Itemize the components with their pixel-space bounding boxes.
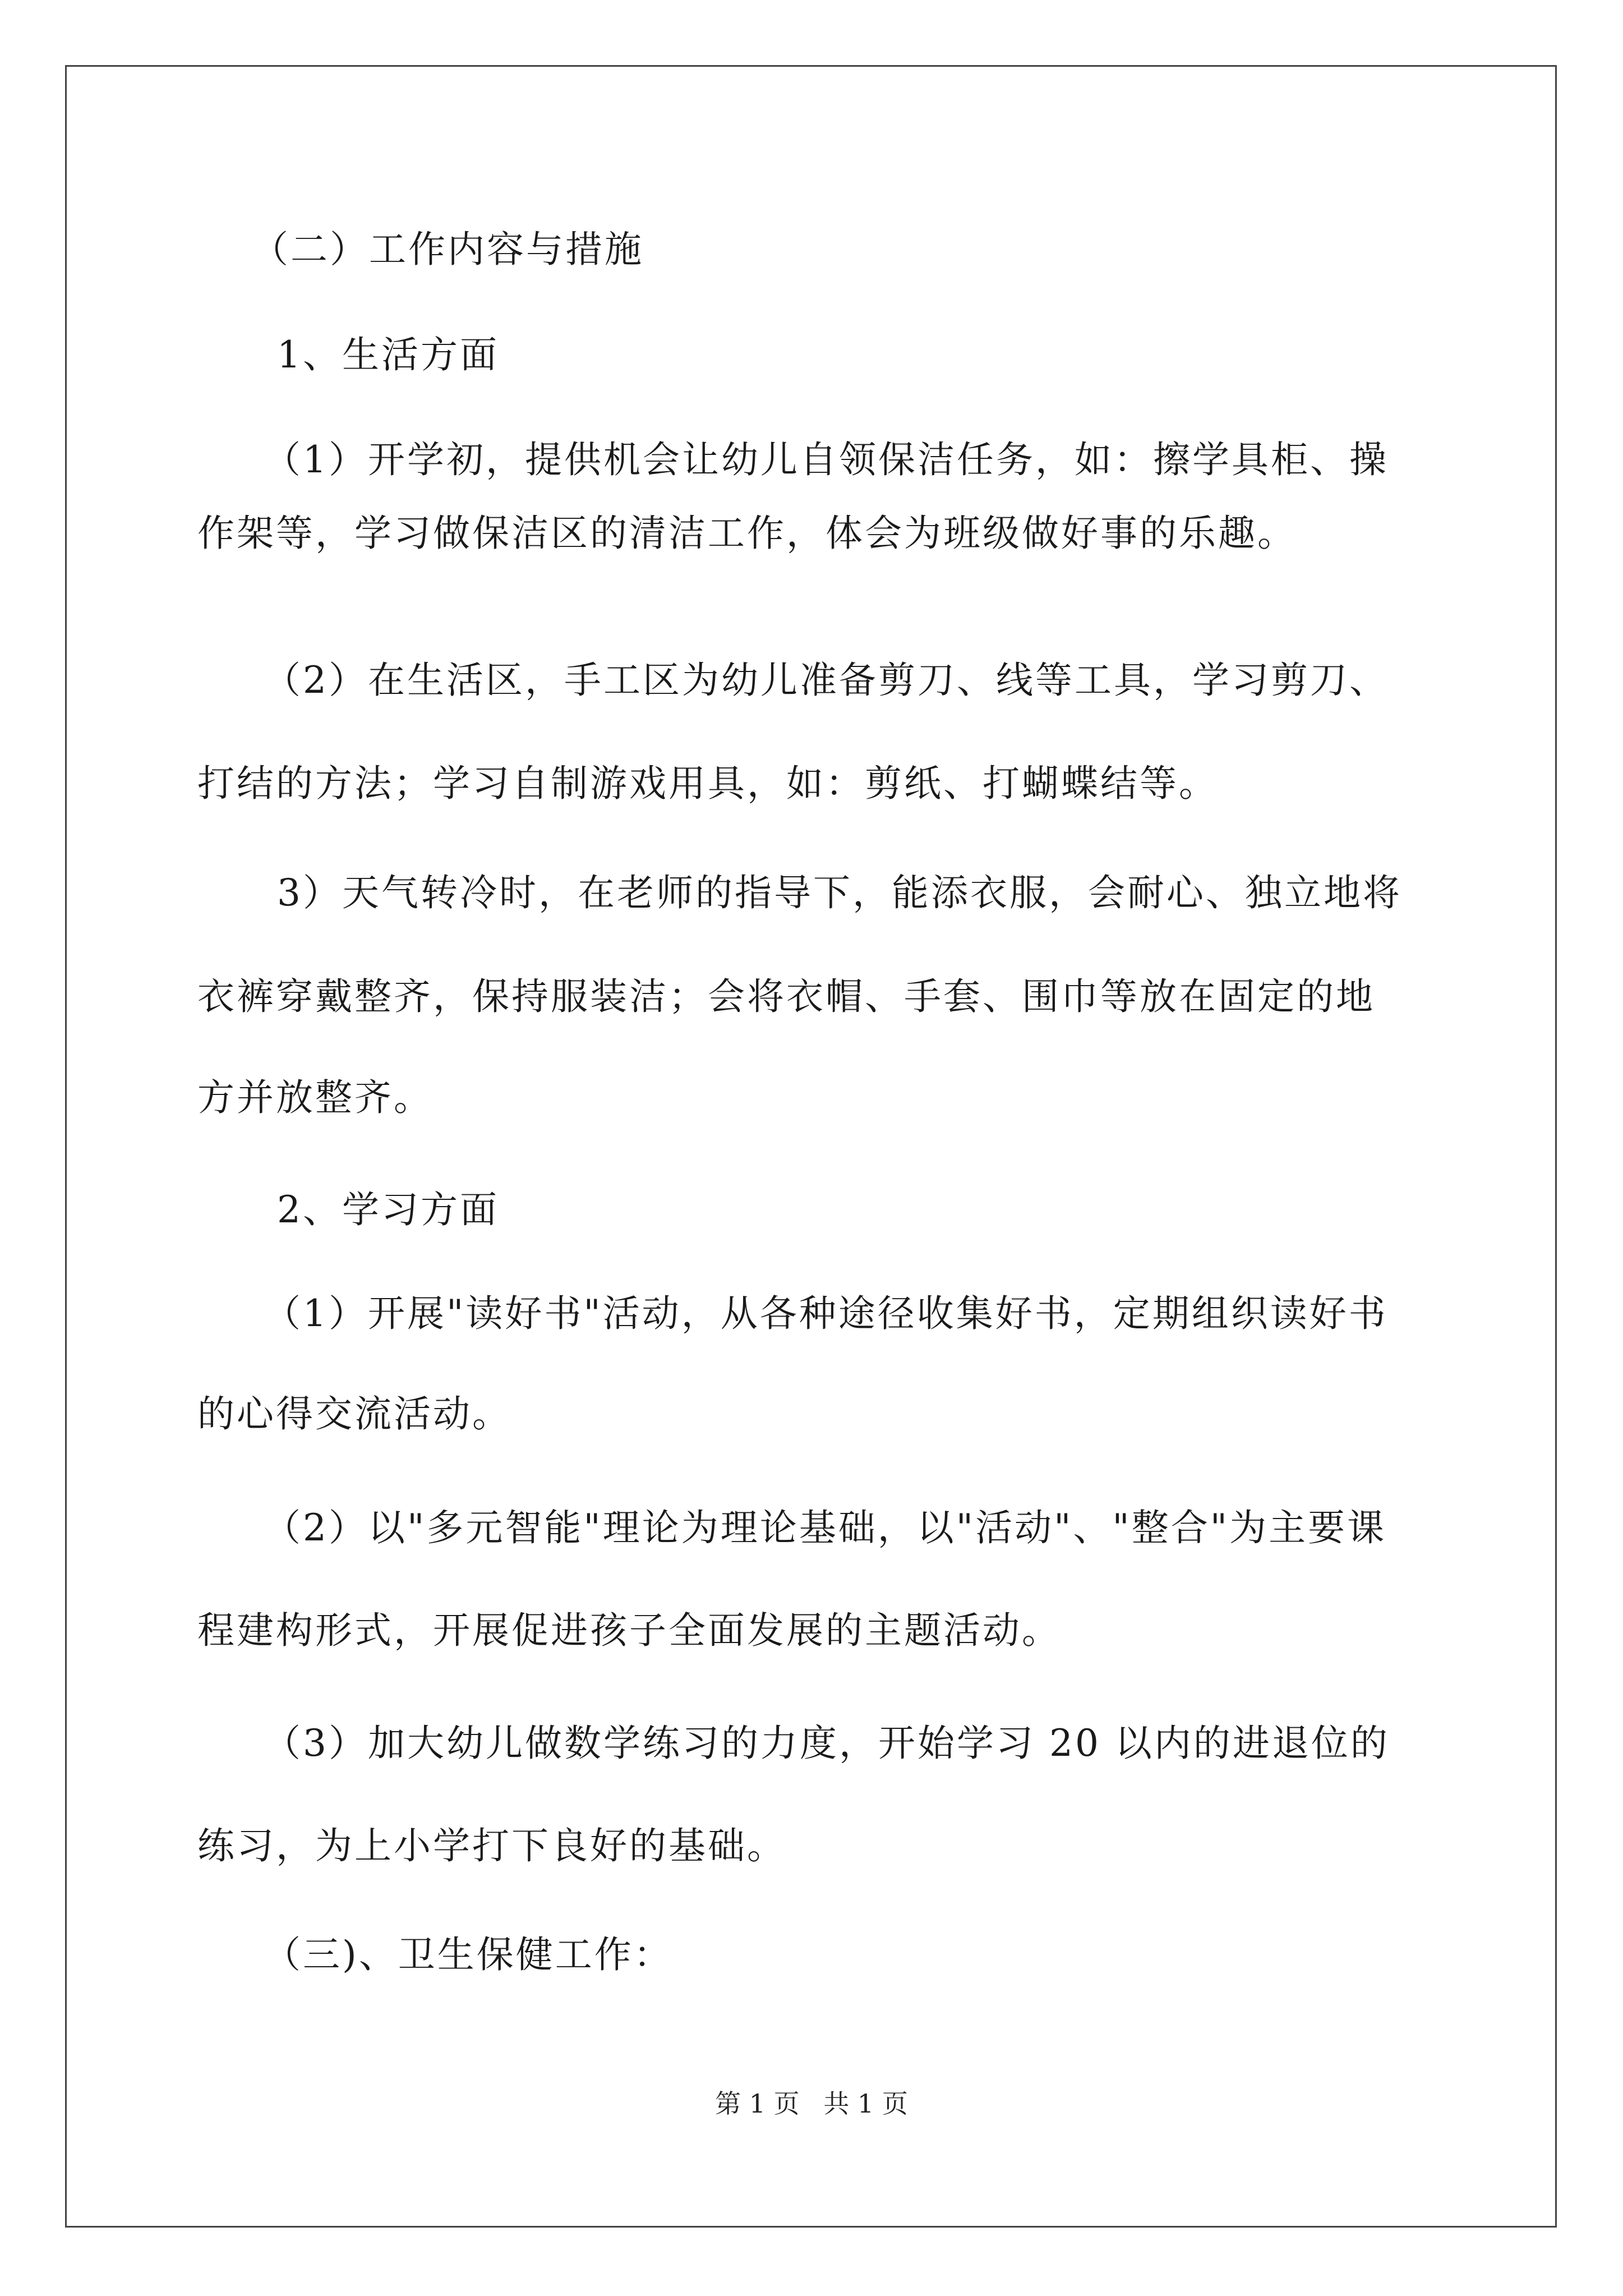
paragraph-line: （2）在生活区，手工区为幼儿准备剪刀、线等工具，学习剪刀、	[264, 659, 1389, 702]
page-number: 第 1 页	[715, 2088, 800, 2119]
page-border	[65, 65, 1557, 2228]
paragraph-line: （1）开展"读好书"活动，从各种途径收集好书，定期组织读好书	[264, 1292, 1388, 1335]
paragraph-line: 的心得交流活动。	[197, 1392, 511, 1435]
section-heading: （二）工作内容与措施	[251, 228, 644, 271]
paragraph-line: 3）天气转冷时，在老师的指导下，能添衣服，会耐心、独立地将	[277, 871, 1402, 914]
paragraph-line: （1）开学初，提供机会让幼儿自领保洁任务，如：擦学具柜、操	[264, 438, 1389, 481]
paragraph-line: 方并放整齐。	[197, 1076, 433, 1119]
subheading-study: 2、学习方面	[277, 1188, 499, 1231]
paragraph-line: 衣裤穿戴整齐，保持服装洁；会将衣帽、手套、围巾等放在固定的地	[197, 975, 1375, 1018]
paragraph-line: 练习，为上小学打下良好的基础。	[197, 1824, 786, 1867]
subheading-life: 1、生活方面	[277, 333, 499, 376]
page-footer	[0, 2087, 1623, 2120]
paragraph-line: （2）以"多元智能"理论为理论基础，以"活动"、"整合"为主要课	[264, 1506, 1387, 1549]
paragraph-line: 程建构形式，开展促进孩子全面发展的主题活动。	[197, 1609, 1061, 1652]
paragraph-line: 作架等，学习做保洁区的清洁工作，体会为班级做好事的乐趣。	[197, 512, 1297, 555]
page-total: 共 1 页	[823, 2088, 908, 2119]
paragraph-line: 打结的方法；学习自制游戏用具，如：剪纸、打蝴蝶结等。	[197, 762, 1218, 805]
section-heading: （三)、卫生保健工作：	[264, 1933, 673, 1976]
paragraph-line: （3）加大幼儿做数学练习的力度，开始学习 20 以内的进退位的	[264, 1722, 1390, 1765]
